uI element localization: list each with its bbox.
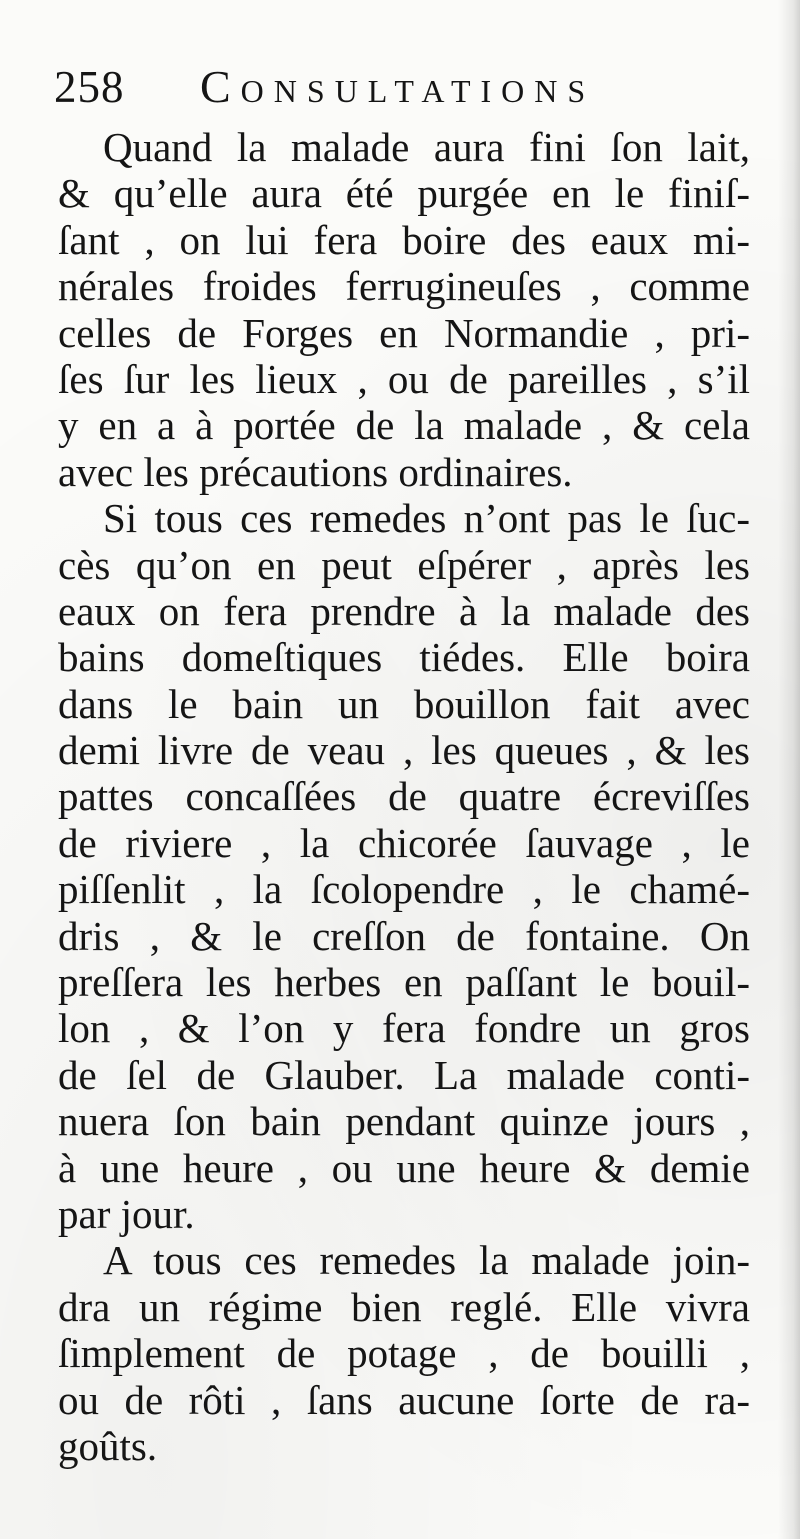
page-header <box>54 58 754 118</box>
text-line: ou de rôti , ſans aucune ſorte de ra- <box>58 1376 750 1423</box>
text-line: eaux on fera prendre à la malade des <box>58 587 750 634</box>
paragraph <box>58 495 750 1237</box>
text-line: goûts. <box>58 1422 158 1469</box>
page-edge-shadow <box>778 0 800 1539</box>
running-head: Consultations <box>200 61 596 112</box>
text-line: ſimplement de potage , de bouilli , <box>58 1330 750 1377</box>
text-line: preſſera les herbes en paſſant le bouil- <box>58 959 750 1006</box>
text-line: A tous ces remedes la malade join- <box>103 1237 750 1284</box>
text-line: de riviere , la chicorée ſauvage , le <box>58 819 750 866</box>
text-line: dans le bain un bouillon fait avec <box>58 680 750 727</box>
text-line: lon , & l’on y fera fondre un gros <box>58 1005 750 1052</box>
body-text <box>58 124 750 1469</box>
text-line: Si tous ces remedes n’ont pas le ſuc- <box>103 495 750 542</box>
text-line: Quand la malade aura fini ſon lait, <box>103 124 750 170</box>
text-line: à une heure , ou une heure & demie <box>58 1144 750 1191</box>
text-line: & qu’elle aura été purgée en le finiſ- <box>58 170 750 217</box>
text-line: ſes ſur les lieux , ou de pareilles , s’il <box>58 355 750 402</box>
text-line: par jour. <box>58 1190 195 1237</box>
text-line: dra un régime bien reglé. Elle vivra <box>58 1283 750 1330</box>
text-line: cès qu’on en peut eſpérer , après les <box>58 541 750 588</box>
paragraph <box>58 124 750 495</box>
text-line: nérales froides ferrugineuſes , comme <box>58 263 750 310</box>
text-line: demi livre de veau , les queues , & les <box>58 727 750 774</box>
text-line: de ſel de Glauber. La malade conti- <box>58 1051 750 1098</box>
text-line: dris , & le creſſon de fontaine. On <box>58 912 750 959</box>
text-line: y en a à portée de la malade , & cela <box>58 402 750 449</box>
text-line: ſant , on lui fera boire des eaux mi- <box>58 216 750 263</box>
text-line: bains domeſtiques tiédes. Elle boira <box>58 634 750 681</box>
paragraph <box>58 1237 750 1469</box>
text-line: avec les précautions ordinaires. <box>58 448 573 495</box>
page-number: 258 <box>54 62 125 112</box>
text-line: pattes concaſſées de quatre écreviſſes <box>58 773 750 820</box>
text-line: nuera ſon bain pendant quinze jours , <box>58 1098 750 1145</box>
text-line: celles de Forges en Normandie , pri- <box>58 309 750 356</box>
text-line: piſſenlit , la ſcolopendre , le chamé- <box>58 866 750 913</box>
